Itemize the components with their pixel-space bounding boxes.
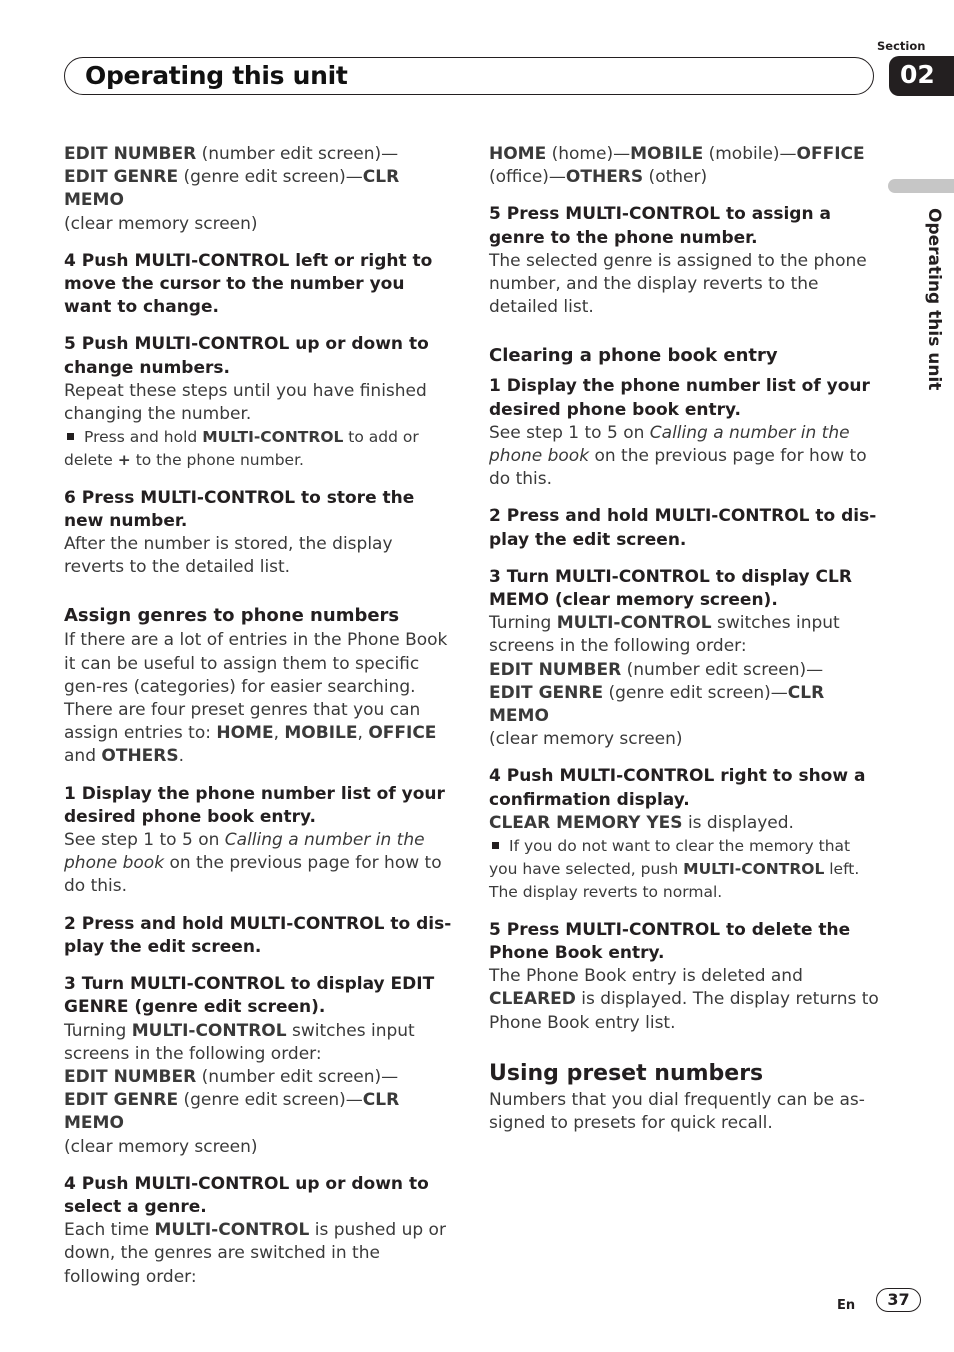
step-6-heading: 6 Press MULTI-CONTROL to store the new number. — [64, 487, 415, 531]
clear-step-1-heading: 1 Display the phone number list of your desired phone book entry. — [489, 376, 870, 420]
clear-step-5-body: The Phone Book entry is deleted and CLEARED is displayed. The display returns to Phone Book entry list. — [489, 966, 879, 1033]
assign-step-3-body: Turning MULTI-CONTROL switches input screens in the following order: — [64, 1020, 415, 1064]
screen-order-list: EDIT NUMBER (number edit screen)— EDIT GENRE (genre edit screen)—CLR MEMO (clear memory screen) — [64, 144, 400, 234]
clear-step-3-heading: 3 Turn MULTI-CONTROL to display CLR MEMO (clear memory screen). — [489, 566, 852, 611]
header-bar — [64, 57, 874, 95]
clear-step-4-heading: 4 Push MULTI-CONTROL right to show a confirmation display. — [489, 766, 866, 810]
language-label: En — [837, 1298, 856, 1313]
assign-step-3-list: EDIT NUMBER (number edit screen)— EDIT GENRE (genre edit screen)—CLR MEMO (clear memory screen) — [64, 1066, 400, 1157]
clear-step-3-list: EDIT NUMBER (number edit screen)— EDIT GENRE (genre edit screen)—CLR MEMO (clear memory screen) — [489, 659, 825, 750]
left-column — [64, 143, 456, 1289]
genre-order-list: HOME (home)—MOBILE (mobile)—OFFICE (office)—OTHERS (other) — [489, 144, 865, 188]
preset-numbers-body: Numbers that you dial frequently can be as-signed to presets for quick recall. — [489, 1089, 865, 1133]
step-5-heading: 5 Push MULTI-CONTROL up or down to change numbers. — [64, 334, 429, 378]
page-number-badge — [876, 1288, 921, 1312]
step-4-heading: 4 Push MULTI-CONTROL left or right to move the cursor to the number you want to change. — [64, 250, 433, 318]
section-badge — [889, 56, 954, 96]
assign-step-1-body: See step 1 to 5 on Calling a number in the phone book on the previous page for how to do this. — [64, 830, 442, 897]
assign-step-5-heading: 5 Press MULTI-CONTROL to assign a genre to the phone number. — [489, 204, 831, 248]
step-5-body: Repeat these steps until you have finished changing the number. — [64, 380, 427, 425]
preset-numbers-heading: Using preset numbers — [489, 1060, 764, 1086]
section-label: Section — [877, 39, 926, 53]
clearing-entry-heading: Clearing a phone book entry — [489, 345, 778, 367]
assign-genres-body: If there are a lot of entries in the Phone Book it can be useful to assign them to specific gen-res (categories) for easier searching. There are four preset genres that you can assign entries to: HOME, MOBILE, OFFICE and OTHERS. — [64, 630, 448, 767]
clear-step-5-heading: 5 Press MULTI-CONTROL to delete the Phone Book entry. — [489, 919, 851, 963]
assign-step-5-body: The selected genre is assigned to the phone number, and the display reverts to the detailed list. — [489, 250, 867, 318]
assign-step-3-heading: 3 Turn MULTI-CONTROL to display EDIT GENRE (genre edit screen). — [64, 974, 435, 1018]
page-title: Operating this unit — [85, 61, 348, 90]
assign-genres-heading: Assign genres to phone numbers — [64, 605, 400, 627]
bullet-icon — [492, 842, 499, 849]
side-tab-bar — [888, 179, 954, 193]
page-number: 37 — [887, 1290, 910, 1309]
assign-step-2-heading: 2 Press and hold MULTI-CONTROL to dis-play the edit screen. — [64, 913, 452, 957]
step-6-body: After the number is stored, the display reverts to the detailed list. — [64, 534, 393, 578]
section-number: 02 — [900, 60, 935, 89]
clear-step-2-heading: 2 Press and hold MULTI-CONTROL to dis-play the edit screen. — [489, 506, 877, 550]
right-column — [489, 143, 881, 1135]
bullet-icon — [67, 433, 74, 440]
clear-step-3-body: Turning MULTI-CONTROL switches input screens in the following order: — [489, 613, 840, 657]
clear-step-1-body: See step 1 to 5 on Calling a number in the phone book on the previous page for how to do this. — [489, 422, 867, 490]
assign-step-4-body: Each time MULTI-CONTROL is pushed up or down, the genres are switched in the following order: — [64, 1220, 446, 1287]
clear-step-4-note: If you do not want to clear the memory that you have selected, push MULTI-CONTROL left. The display reverts to normal. — [489, 837, 860, 902]
clear-step-4-body: CLEAR MEMORY YES is displayed. — [489, 812, 794, 833]
step-5-note: Press and hold MULTI-CONTROL to add or delete + to the phone number. — [64, 428, 419, 470]
assign-step-4-heading: 4 Push MULTI-CONTROL up or down to select a genre. — [64, 1173, 429, 1217]
assign-step-1-heading: 1 Display the phone number list of your desired phone book entry. — [64, 783, 445, 827]
side-tab-label: Operating this unit — [924, 208, 944, 391]
